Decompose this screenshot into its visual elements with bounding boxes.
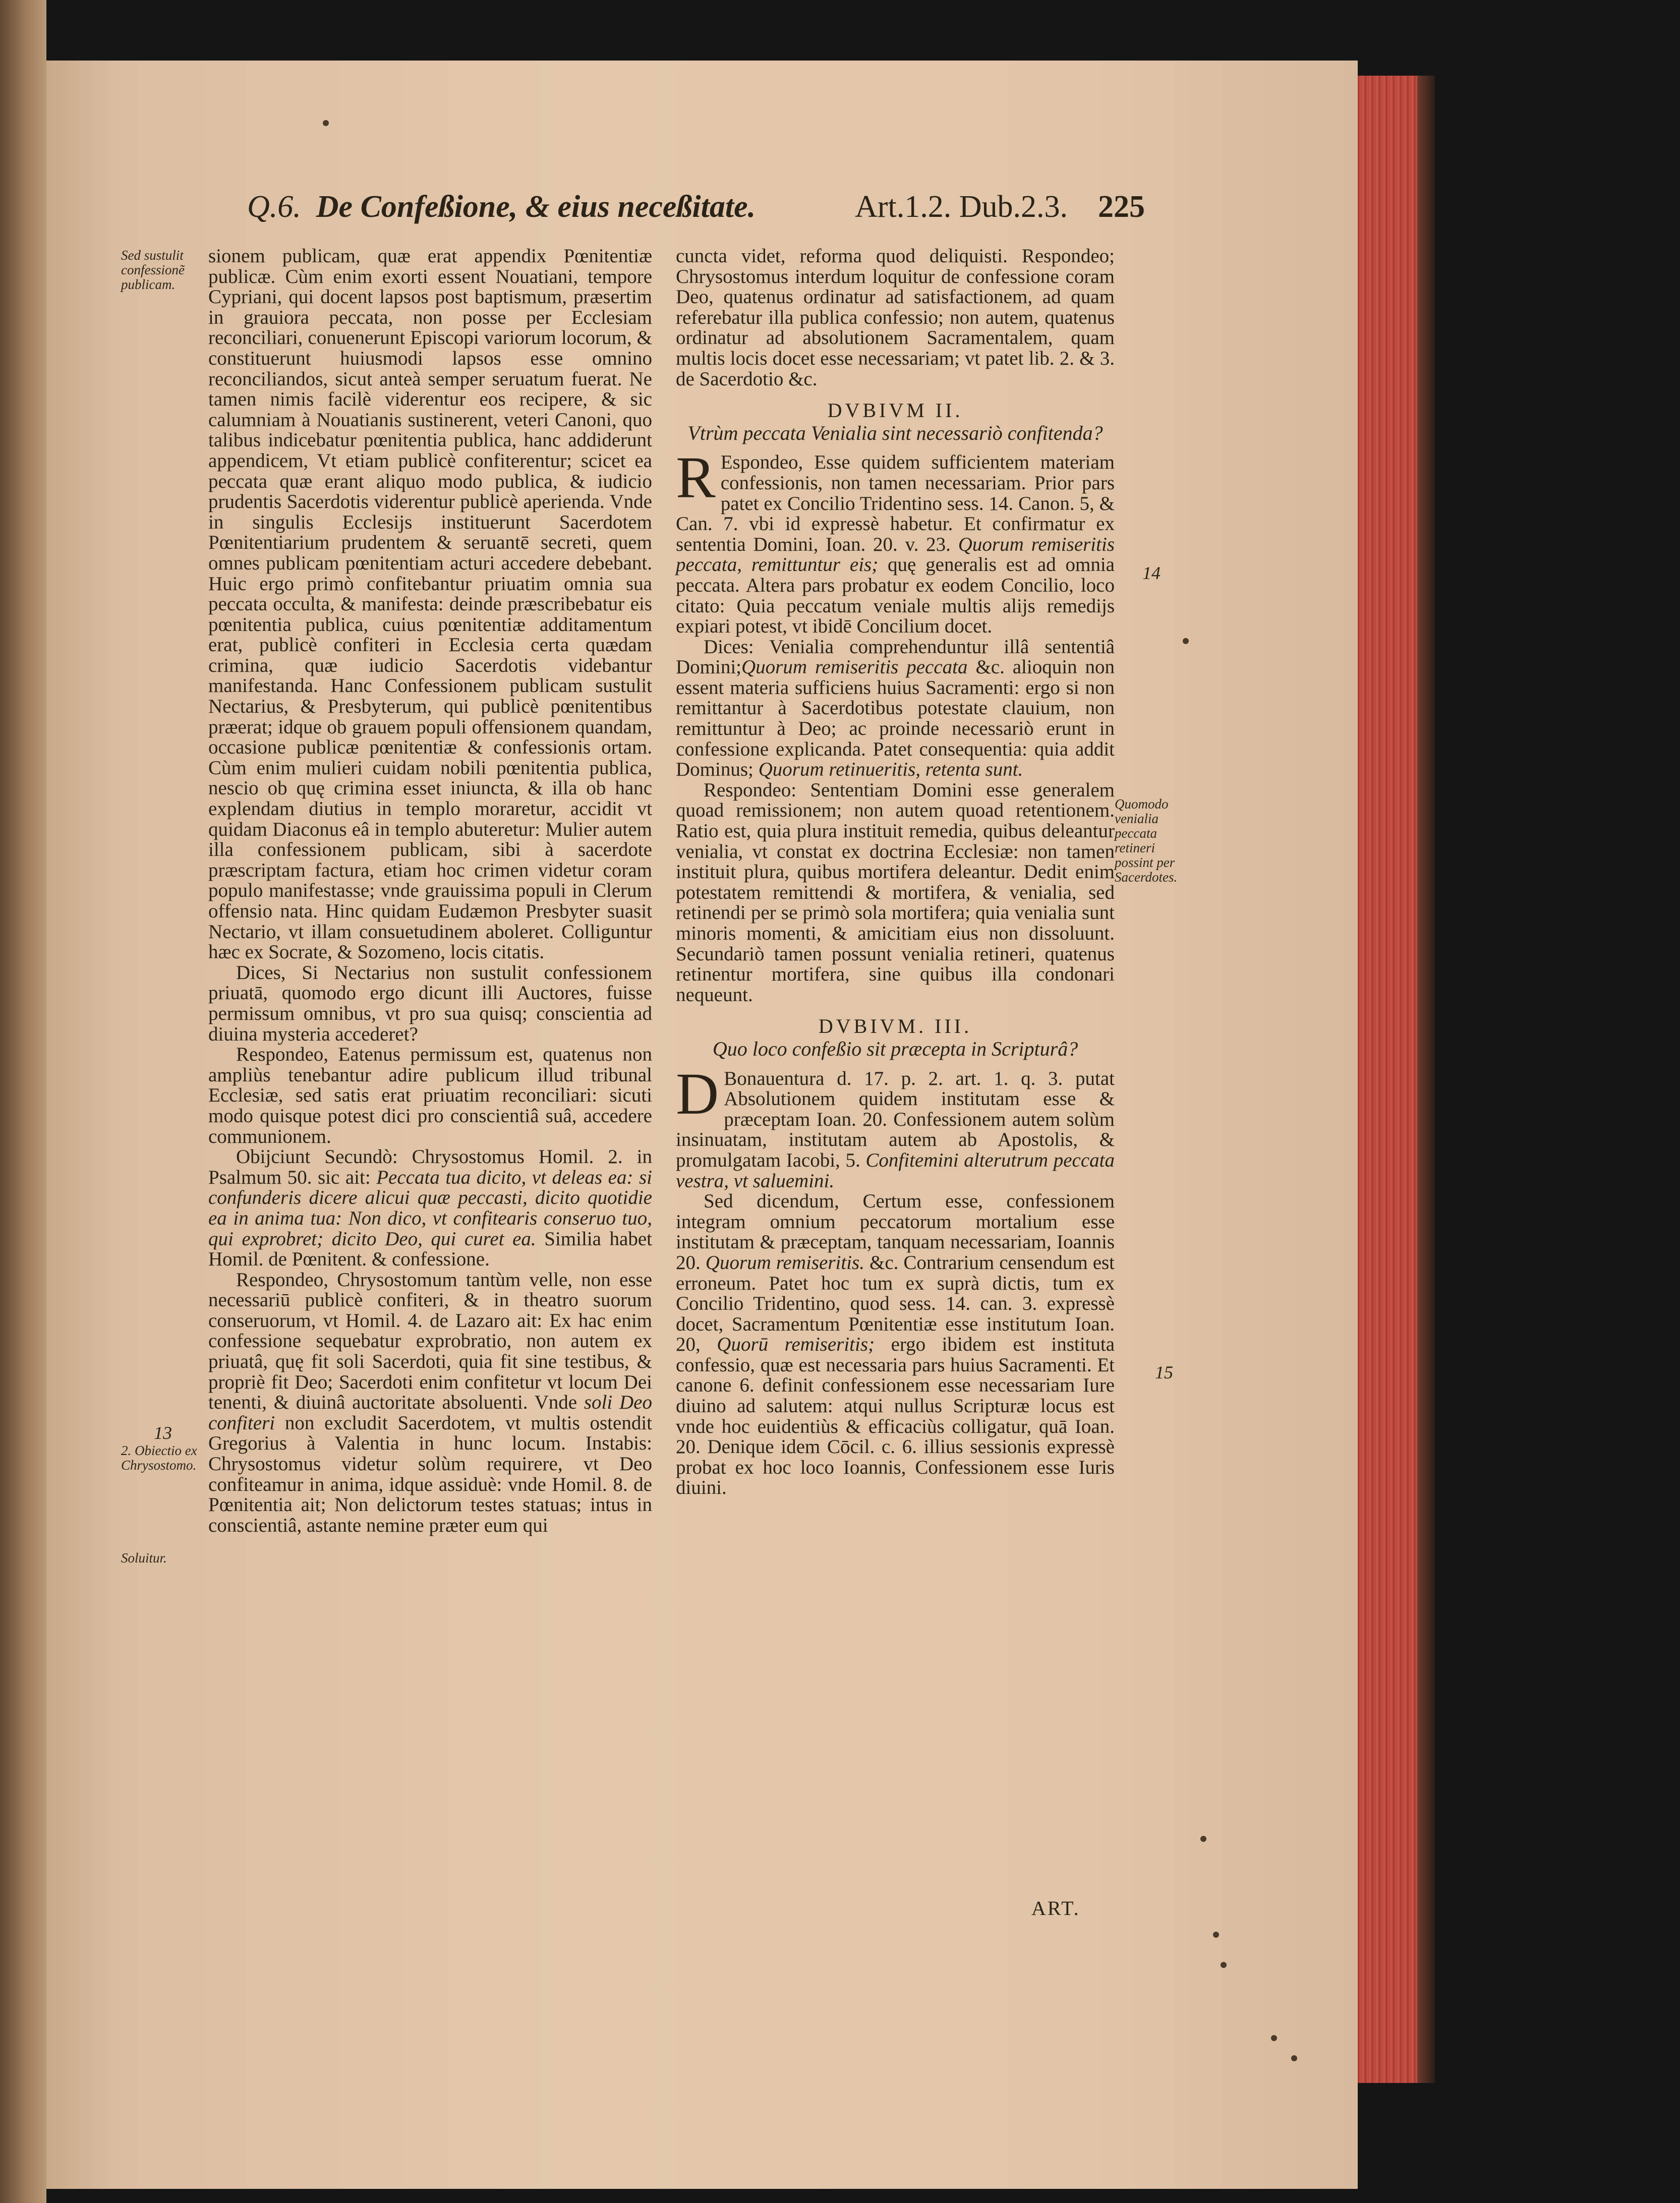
- margin-note-obiectio: 2. Obiectio ex Chrysostomo.: [121, 1443, 197, 1473]
- running-head: [247, 189, 1145, 235]
- page-number: 225: [1098, 190, 1145, 224]
- dubium-3-question: Quo loco confeßio sit præcepta in Scripturâ?: [712, 1037, 1078, 1060]
- dubium-3-body: [676, 1060, 1115, 1192]
- margin-number-15: 15: [1155, 1362, 1173, 1382]
- dubium-3-paragraph-1: [676, 1060, 1115, 1192]
- dubium-3-p2-cont: &c. Contrarium censendum est erroneum. Patet hoc tum ex suprà dictis, tum ex Concilio Tridentino, quod sess. 14. can. 3. expressè docet, Sacramentum Pœnitentiæ esse institutum Ioan. 20,: [676, 1251, 1115, 1356]
- dubium-2-question: Vtrùm peccata Venialia sint necessariò confitenda?: [687, 421, 1103, 444]
- margin-note-sed-sustulit: Sed sustulit confessionẽ publicam.: [121, 248, 185, 292]
- dubium-2-paragraph-1: [676, 444, 1115, 637]
- previous-page-edge: [0, 0, 46, 2203]
- article-reference: Art.1.2. Dub.2.3.: [855, 190, 1068, 224]
- dubium-2-paragraph-2: [676, 637, 1115, 780]
- dubium-2-body: [676, 444, 1115, 637]
- left-column: [208, 246, 652, 1536]
- catchword: ART.: [1031, 1897, 1080, 1920]
- ink-spot: [1271, 2035, 1277, 2041]
- ink-spot: [323, 120, 329, 126]
- page-title: De Confeßione, & eius neceßitate.: [316, 190, 756, 224]
- margin-number-14: 14: [1142, 563, 1161, 583]
- dropcap-r: R: [676, 444, 716, 511]
- obiectio-text: Obijciunt Secundò: Chrysostomus Homil. 2. in Psalmum 50. sic ait:: [208, 1146, 652, 1188]
- ink-spot: [1291, 2055, 1297, 2061]
- dubium-2-p2-cont: &c. alioquin non essent materia sufficiens huius Sacramenti: ergo si non remittantur à Sacerdotibus potestate clauium, non remittuntur à Deo; ac proinde necessariò erunt in confessione explicanda. Patet consequentia: quia addit Dominus;: [676, 656, 1115, 781]
- left-paragraph-3: Respondeo, Eatenus permissum est, quatenus non ampliùs tenebantur adire publicum illud tribunal Ecclesiæ, sed satis erat priuatim reconciliari: sicuti modo quisque potest dici pro conscientiâ suâ, accedere communionem.: [208, 1043, 652, 1147]
- respondeo-text: Respondeo, Chrysostomum tantùm velle, non esse necessariū publicè confiteri, & in theatro suorum conseruorum, vt Homil. 4. de Lazaro ait: Ex hac enim confessione sequebatur exprobratio, non autem ex priuatâ, quę fit soli Sacerdoti, quia fit sine testibus, & propriè fit Deo; Sacerdoti enim confitetur vt locum Dei tenenti, & diuinâ auctoritate absoluenti. Vnde: [208, 1268, 652, 1414]
- dubium-3-p2-cont2: ergo ibidem est instituta confessio, quæ est necessaria pars huius Sacramenti. Et canone 6. definit confessionem esse necessariam Iure diuino ad salutem: atqui nullus Scripturæ locus est vnde hoc euidentiùs & efficaciùs colligatur, quā Ioan. 20. Denique idem Cōcil. c. 6. illius sessionis expressè probat ex hoc loco Ioannis, Confessionem esse Iuris diuini.: [676, 1334, 1115, 1499]
- dubium-2-heading: DVBIVM II.: [827, 399, 963, 422]
- margin-note-quomodo: Quomodo venialia peccata retineri possint per Sacerdotes.: [1115, 796, 1178, 885]
- dubium-3-heading: DVBIVM. III.: [818, 1015, 972, 1038]
- dubium-3-p2-text: Sed dicendum, Certum esse, confessionem integram omnium peccatorum mortalium esse institutam & præceptam, tanquam necessariam, Ioannis 20.: [676, 1190, 1115, 1273]
- dubium-3-p1-quote: Confitemini alterutrum peccata vestra, vt saluemini.: [676, 1149, 1115, 1192]
- dubium-2-p2-quote: Quorum remiseritis peccata: [741, 656, 968, 678]
- dropcap-d: D: [676, 1060, 719, 1127]
- dubium-2-p2-quote2: Quorum retinueritis, retenta sunt.: [758, 759, 1023, 781]
- right-intro: cuncta videt, reforma quod deliquisti. Respondeo; Chrysostomus interdum loquitur de confessione coram Deo, quatenus ordinatur ad satisfactionem, ad quam referebatur illa publica confessio; non autem, quatenus ordinatur ad absolutionem Sacramentalem, quam multis locis docet esse necessariam; vt patet lib. 2. & 3. de Sacerdotio &c.: [676, 245, 1115, 390]
- dubium-2-p2-text: Dices: Venialia comprehenduntur illâ sententiâ Domini;: [676, 635, 1115, 678]
- ink-spot: [1183, 638, 1189, 644]
- left-paragraph-1: sionem publicam, quæ erat appendix Pœnitentiæ publicæ. Cùm enim exorti essent Nouatiani, tempore Cypriani, qui docent lapsos post baptismum, præsertim in grauiora peccata, non posse per Ecclesiam reconciliari, conuenerunt Episcopi variorum locorum, & constituerunt huiusmodi lapsos esse omnino reconciliandos, sicut anteà semper seruatum fuerat. Ne tamen nimis facilè viderentur eos recipere, & sic calumniam à Nouatianis sustinerent, veteri Canoni, quo talibus indicebatur pœnitentia publica, hanc addiderunt appendicem, Vt etiam publicè confiterentur; scicet ea peccata quæ erant aliquo modo publica, & iudicio prudentis Sacerdotis viderentur publicè aperienda. Vnde in singulis Ecclesijs instituerunt Sacerdotem Pœnitentiarium prudentem & seruantē secreti, quem omnes publicam pœnitentiam acturi accedere debebant. Huic ergo primò confitebantur priuatim omnia sua peccata occulta, & manifesta: deinde præscribebatur eis pœnitentia publica, cuius pœnitentiæ additamentum erat, publicè confiteri in Ecclesia certa quædam crimina, quæ iudicio Sacerdotis videbantur manifestanda. Hanc Confessionem publicam sustulit Nectarius, & Presbyterum, qui publicè pœnitentibus præerat; idque ob grauem populi offensionem quandam, occasione publicæ pœnitentiæ & confessionis ortam. Cùm enim mulieri cuidam nobili pœnitentia publica, nescio ob quę crimina esset iniuncta, & illa ob hanc explendam diutius in templo moraretur, accidit vt quidam Diaconus eâ in templo abuteretur: Mulier autem illa confessionem publicam, sibi à sacerdote præscriptam factura, etiam hoc crimen videtur coram populo manifestasse; vnde grauissima populi in Clerum offensio nata. Hinc quidam Eudæmon Presbyter suasit Nectario, vt illam consuetudinem aboleret. Colliguntur hæc ex Socrate, & Sozomeno, locis citatis.: [208, 245, 652, 963]
- left-paragraph-4: [208, 1147, 652, 1270]
- dubium-2-p1-text: Espondeo, Esse quidem sufficientem materiam confessionis, non tamen necessariam. Prior pars patet ex Concilio Tridentino sess. 14. Canon. 5, & Can. 7. vbi id expressè habetur. Et confirmatur ex sententia Domini, Ioan. 20. v. 23.: [676, 451, 1115, 555]
- ink-spot: [1213, 1932, 1219, 1938]
- respondeo-cont: non excludit Sacerdotem, vt multis ostendit Gregorius à Valentia in hunc locum. Instabis: Chrysostomus videtur solùm requirere, vt Deo confiteamur in anima, idque assiduè: vnde Homil. 8. de Pœnitentia ait; Non delictorum testes statuas; intus in conscientiâ, astante nemine præter eum qui: [208, 1412, 652, 1536]
- left-paragraph-5: [208, 1270, 652, 1536]
- margin-note-soluitur: Soluitur.: [121, 1550, 167, 1566]
- right-column: [676, 246, 1115, 1498]
- dubium-3-paragraph-2: [676, 1191, 1115, 1498]
- dubium-3-p1-text: Bonauentura d. 17. p. 2. art. 1. q. 3. putat Absolutionem quidem institutam esse & præceptam Ioan. 20. Confessionem autem solùm insinuatam, institutam autem ab Apostolis, & promulgatam Iacobi, 5.: [676, 1067, 1115, 1171]
- margin-number-13: 13: [154, 1423, 172, 1443]
- left-paragraph-2: Dices, Si Nectarius non sustulit confessionem priuatā, quomodo ergo dicunt illi Auctores, fuisse permissum omnibus, vt pro sua quisq; conscientia ad diuina mysteria accederet?: [208, 961, 652, 1045]
- dubium-3-p2-quote: Quorum remiseritis.: [705, 1251, 864, 1273]
- dubium-2-paragraph-3: Respondeo: Sententiam Domini esse generalem quoad remissionem; non autem quoad retentionem. Ratio est, quia plura instituit remedia, quibus deleantur venialia, vt constat ex doctrina Ecclesiæ: non tamen instituit plura, quibus mortifera deleantur. Dedit enim potestatem remittendi & mortifera, & venialia, sed retinendi per se primò sola mortifera; quia venialia sunt minoris momenti, & amicitiam eius non dissoluunt. Secundariò tamen possunt venialia retineri, quatenus retinentur mortifera, sine quibus illa condonari nequeunt.: [676, 779, 1115, 1006]
- dubium-2-p1-cont: quę generalis est ad omnia peccata. Altera pars probatur ex eodem Concilio, loco citato: Quia peccatum veniale multis alijs remedijs expiari potest, vt ibidē Concilium docet.: [676, 554, 1115, 637]
- dubium-3-p2-quote2: Quorū remiseritis;: [717, 1334, 875, 1356]
- dubium-2-p1-quote: Quorum remiseritis peccata, remittuntur eis;: [676, 533, 1115, 576]
- ink-spot: [1221, 1962, 1227, 1968]
- chrysostom-quote: Peccata tua dicito, vt deleas ea: si confunderis dicere alicui quæ peccasti, dicito quotidie ea in anima tua: Non dico, vt confitearis conseruo tuo, qui exprobret; dicito Deo, qui curet ea.: [208, 1166, 652, 1250]
- page-edge-shadow: [1417, 76, 1435, 2083]
- ink-spot: [1200, 1836, 1206, 1842]
- question-number: Q.6.: [247, 190, 301, 224]
- similia-text: Similia habet Homil. de Pœnitent. & confessione.: [208, 1228, 652, 1270]
- soli-deo-phrase: soli Deo confiteri: [208, 1392, 652, 1434]
